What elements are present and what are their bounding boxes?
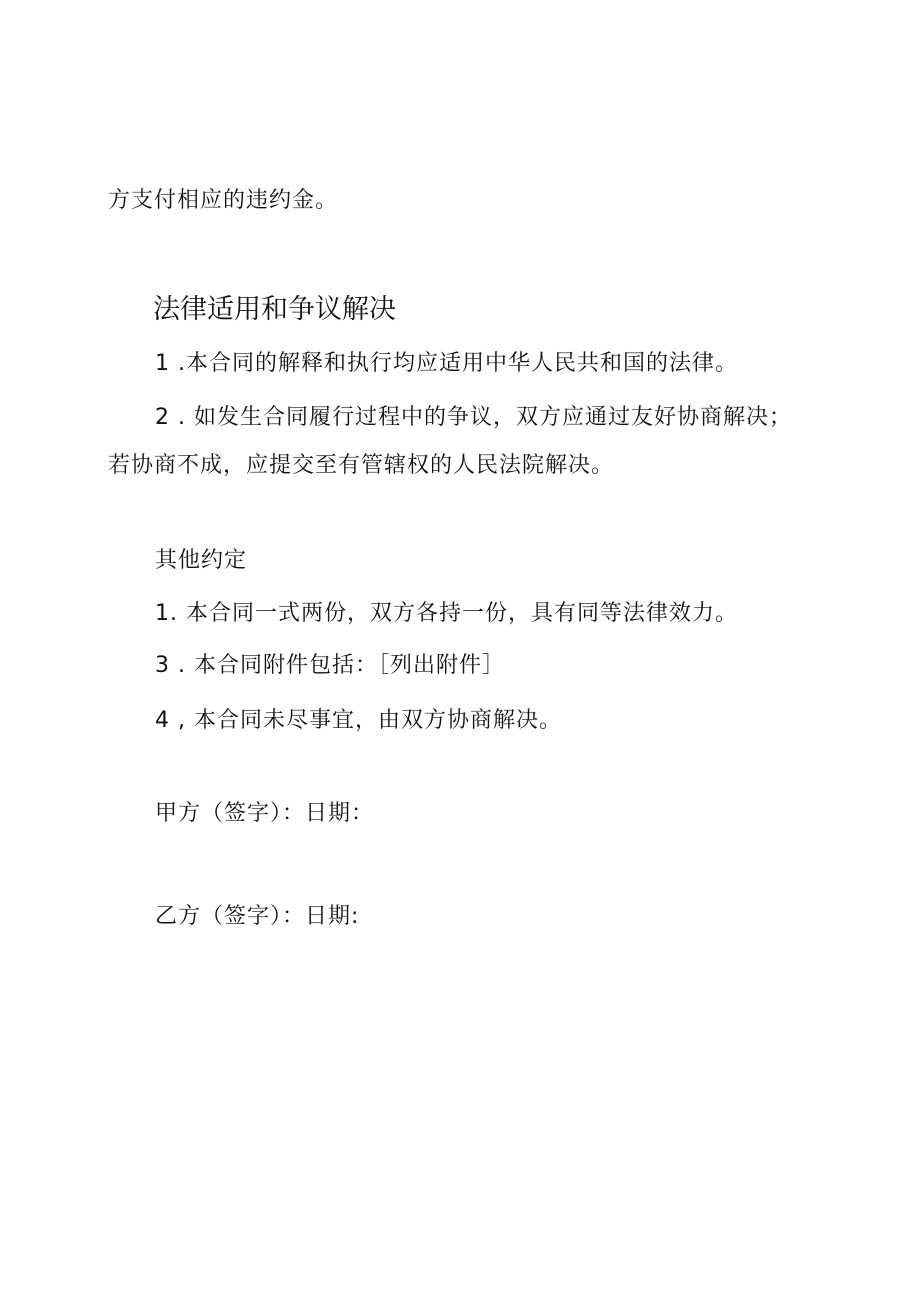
signature-party-b: 乙方（签字）：日期:: [155, 904, 360, 929]
section-title-law-and-disputes: 法律适用和争议解决: [153, 294, 396, 325]
other-clause-3: 3 . 本合同附件包括：［列出附件］: [155, 653, 505, 678]
other-clause-4: 4 , 本合同未尽事宜，由双方协商解决。: [155, 708, 562, 733]
other-clause-1: 1. 本合同一式两份，双方各持一份，具有同等法律效力。: [155, 601, 738, 626]
continuation-text: 方支付相应的违约金。: [108, 188, 339, 213]
law-clause-2-line-2: 若协商不成，应提交至有管辖权的人民法院解决。: [108, 453, 615, 478]
law-clause-1: 1 .本合同的解释和执行均应适用中华人民共和国的法律。: [155, 351, 738, 376]
section-title-other-terms: 其他约定: [155, 548, 248, 573]
signature-party-a: 甲方（签字）：日期：: [155, 801, 375, 826]
law-clause-2-line-1: 2 . 如发生合同履行过程中的争议，双方应通过友好协商解决；: [155, 405, 792, 430]
